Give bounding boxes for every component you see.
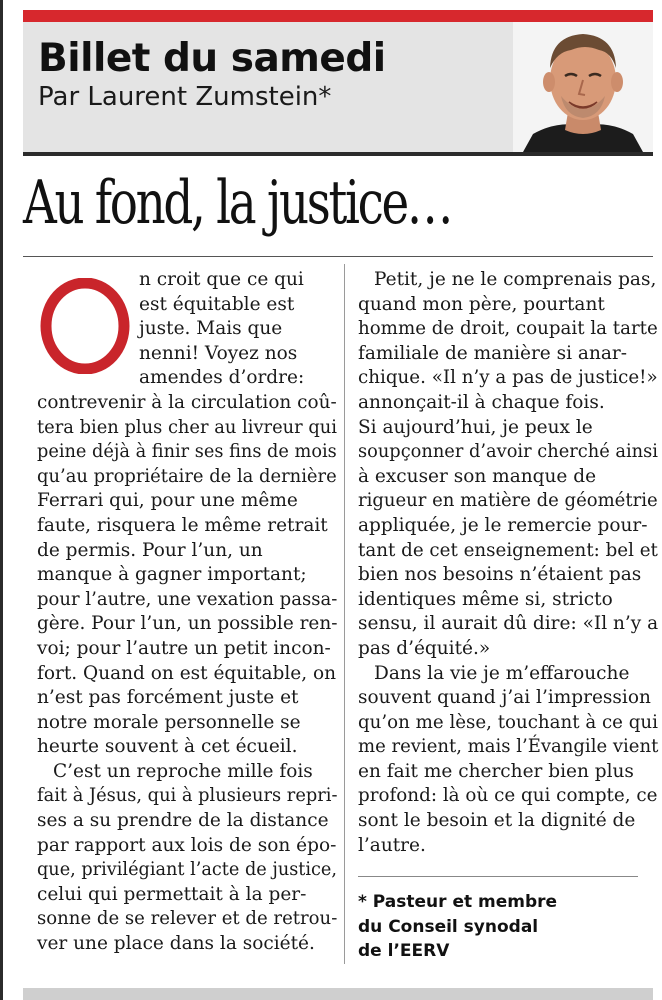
column-header (23, 22, 653, 152)
text-line: C’est un reproche mille fois (53, 760, 313, 782)
bottom-band (23, 988, 653, 1000)
article-headline: Au fond, la justice… (23, 168, 452, 238)
left-column (37, 268, 337, 957)
text-line: juste. Mais que (139, 318, 283, 340)
red-top-rule (23, 10, 653, 22)
text-line: bien nos besoins n’étaient pas (358, 564, 642, 586)
author-footnote (358, 890, 638, 964)
text-line: nenni! Voyez nos (139, 342, 298, 364)
column-divider (344, 264, 345, 964)
text-line: par rapport aux lois de son épo- (37, 834, 337, 856)
text-line: ver une place dans la société. (37, 933, 315, 955)
text-line: familiale de manière si anar- (358, 342, 627, 364)
text-line: à excuser son manque de (358, 465, 597, 487)
right-column (358, 268, 658, 858)
footnote-line: de l’EERV (358, 941, 450, 962)
author-portrait-icon (513, 22, 653, 152)
text-line: homme de droit, coupait la tarte (358, 318, 658, 340)
text-line: me revient, mais l’Évangile vient (358, 736, 659, 758)
text-line: fort. Quand on est équitable, on (37, 662, 337, 684)
footnote-line: * Pasteur et membre (358, 892, 558, 912)
text-line: Ferrari qui, pour une même (37, 490, 298, 512)
text-line: sensu, il aurait dû dire: «Il n’y a (358, 613, 659, 635)
footnote-line: du Conseil synodal (358, 916, 539, 937)
text-line: tera bien plus cher au livreur qui (37, 416, 337, 438)
text-line: Petit, je ne le comprenais pas, (374, 269, 657, 290)
text-line: n’est pas forcément juste et (37, 687, 299, 709)
text-line: peine déjà à finir ses fins de mois (37, 441, 337, 463)
text-line: notre morale personnelle se (37, 711, 301, 733)
text-line: faute, risquera le même retrait (37, 514, 328, 536)
text-line: quand mon père, pourtant (358, 293, 605, 315)
author-byline: Par Laurent Zumstein* (38, 82, 332, 112)
text-line: fait à Jésus, qui à plusieurs repri- (37, 785, 338, 807)
header-bottom-rule (23, 152, 653, 156)
text-line: de permis. Pour l’un, un (37, 539, 263, 561)
text-line: amendes d’ordre: (139, 367, 305, 389)
text-line: souvent quand j’ai l’impression (358, 687, 651, 709)
footnote-rule (358, 876, 638, 877)
text-line: voi; pour l’autre un petit incon- (37, 637, 331, 659)
text-line: n croit que ce qui (139, 269, 304, 290)
text-line: sonne de se relever et de retrou- (37, 908, 338, 930)
text-line: qu’on me lèse, touchant à ce qui (358, 711, 658, 733)
text-line: en fait me chercher bien plus (358, 760, 634, 782)
text-line: soupçonner d’avoir cherché ainsi (358, 441, 658, 463)
text-line: que, privilégiant l’acte de justice, (37, 859, 338, 881)
text-line: contrevenir à la circulation coû- (37, 391, 337, 413)
text-line: est équitable est (139, 293, 295, 315)
text-line: manque à gagner important; (37, 564, 307, 586)
text-line: tant de cet enseignement: bel et (358, 539, 658, 561)
text-line: appliquée, je le remercie pour- (358, 514, 648, 536)
text-line: chique. «Il n’y a pas de justice!» (358, 367, 658, 389)
headline-rule (23, 256, 653, 257)
text-line: identiques même si, stricto (358, 588, 613, 610)
text-line: Si aujourd’hui, je peux le (358, 416, 593, 438)
text-line: heurte souvent à cet écueil. (37, 736, 298, 758)
text-line: gère. Pour l’un, un possible ren- (37, 613, 338, 635)
text-line: qu’au propriétaire de la dernière (37, 465, 337, 487)
text-line: l’autre. (358, 834, 426, 856)
text-line: pour l’autre, une vexation passa- (37, 588, 338, 610)
text-line: profond: là où ce qui compte, ce (358, 785, 658, 807)
text-line: annonçait-il à chaque fois. (358, 391, 605, 413)
text-line: celui qui permettait à la per- (37, 883, 307, 905)
text-line: sont le besoin et la dignité de (358, 810, 636, 832)
text-line: rigueur en matière de géométrie (358, 490, 658, 512)
author-photo (513, 22, 653, 152)
text-line: pas d’équité.» (358, 637, 491, 659)
column-title: Billet du samedi (38, 36, 386, 81)
text-line: ses a su prendre de la distance (37, 810, 329, 832)
text-line: Dans la vie je m’effarouche (374, 662, 630, 684)
